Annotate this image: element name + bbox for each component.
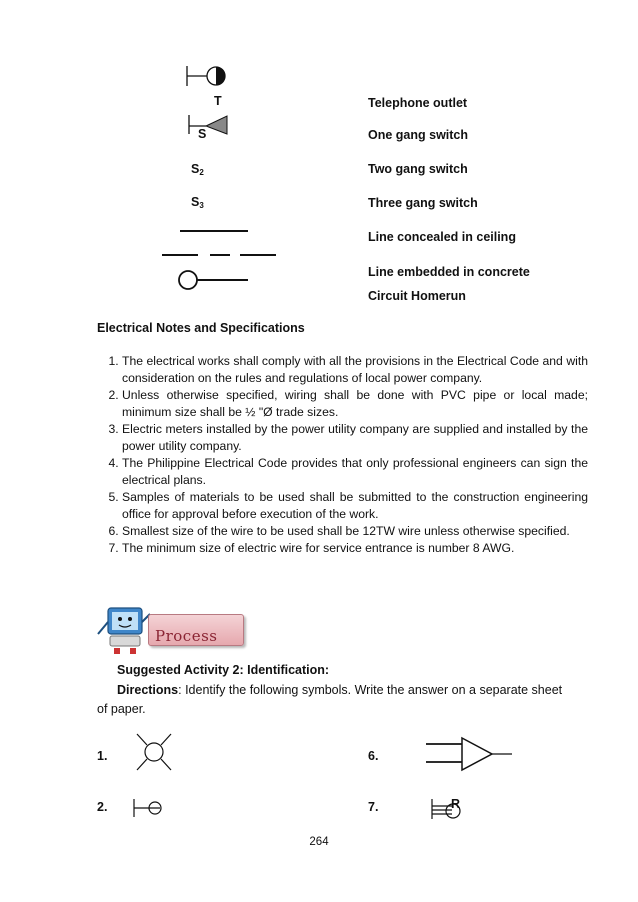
list-item: 2. Unless otherwise specified, wiring shall be done with PVC pipe or local made; minimum size shall be ½ "Ø trade sizes.	[122, 387, 588, 421]
activity-directions: Directions: Identify the following symbols. Write the answer on a separate sheet of paper.	[97, 683, 563, 716]
list-item: 4. The Philippine Electrical Code provides that only professional engineers can sign the electrical plans.	[122, 455, 588, 489]
one-gang-switch-label: S	[198, 127, 207, 141]
item-number-7: 7.	[368, 800, 379, 814]
telephone-outlet-description: Telephone outlet	[368, 96, 468, 110]
outlet-circle-icon	[130, 796, 170, 820]
two-gang-switch-description: Two gang switch	[368, 162, 468, 176]
computer-mascot-icon	[94, 604, 152, 656]
outlet-r-label: R	[451, 797, 461, 811]
notes-heading: Electrical Notes and Specifications	[97, 321, 305, 335]
item-number-2: 2.	[97, 800, 108, 814]
process-label: Process	[155, 627, 218, 645]
list-item: 5. Samples of materials to be used shall be submitted to the construction engineering office for approval before execution of the work.	[122, 489, 588, 523]
list-item: 6. Smallest size of the wire to be used shall be 12TW wire unless otherwise specified.	[122, 523, 588, 540]
solid-line-icon	[180, 227, 250, 235]
dashed-line-icon	[160, 251, 280, 259]
item-number-6: 6.	[368, 749, 379, 763]
one-gang-switch-description: One gang switch	[368, 128, 469, 142]
line-concealed-description: Line concealed in ceiling	[368, 230, 516, 244]
list-item: 3. Electric meters installed by the power utility company are supplied and installed by the power utility company.	[122, 421, 588, 455]
list-item: 1. The electrical works shall comply with all the provisions in the Electrical Code and with consideration on the rules and regulations of local power company.	[122, 353, 588, 387]
three-gang-switch-symbol: $S_3$	[191, 195, 204, 210]
telephone-outlet-label: T	[214, 94, 222, 108]
amplifier-triangle-icon	[422, 732, 514, 776]
process-banner	[148, 614, 244, 646]
one-gang-switch-icon	[182, 112, 232, 138]
three-gang-switch-description: Three gang switch	[368, 196, 478, 210]
page-number: 264	[309, 836, 329, 848]
circuit-homerun-icon	[176, 269, 252, 293]
two-gang-switch-symbol: $S_2$	[191, 162, 204, 177]
line-embedded-description: Line embedded in concrete	[368, 265, 530, 279]
notes-list	[95, 353, 588, 557]
circuit-homerun-description: Circuit Homerun	[368, 289, 466, 303]
item-number-1: 1.	[97, 749, 108, 763]
list-item: 7. The minimum size of electric wire for service entrance is number 8 AWG.	[122, 540, 588, 557]
outlet-r-icon	[428, 796, 468, 822]
telephone-outlet-icon	[180, 62, 232, 92]
ceiling-light-icon	[130, 730, 178, 774]
activity-title: Suggested Activity 2: Identification:	[117, 663, 330, 677]
